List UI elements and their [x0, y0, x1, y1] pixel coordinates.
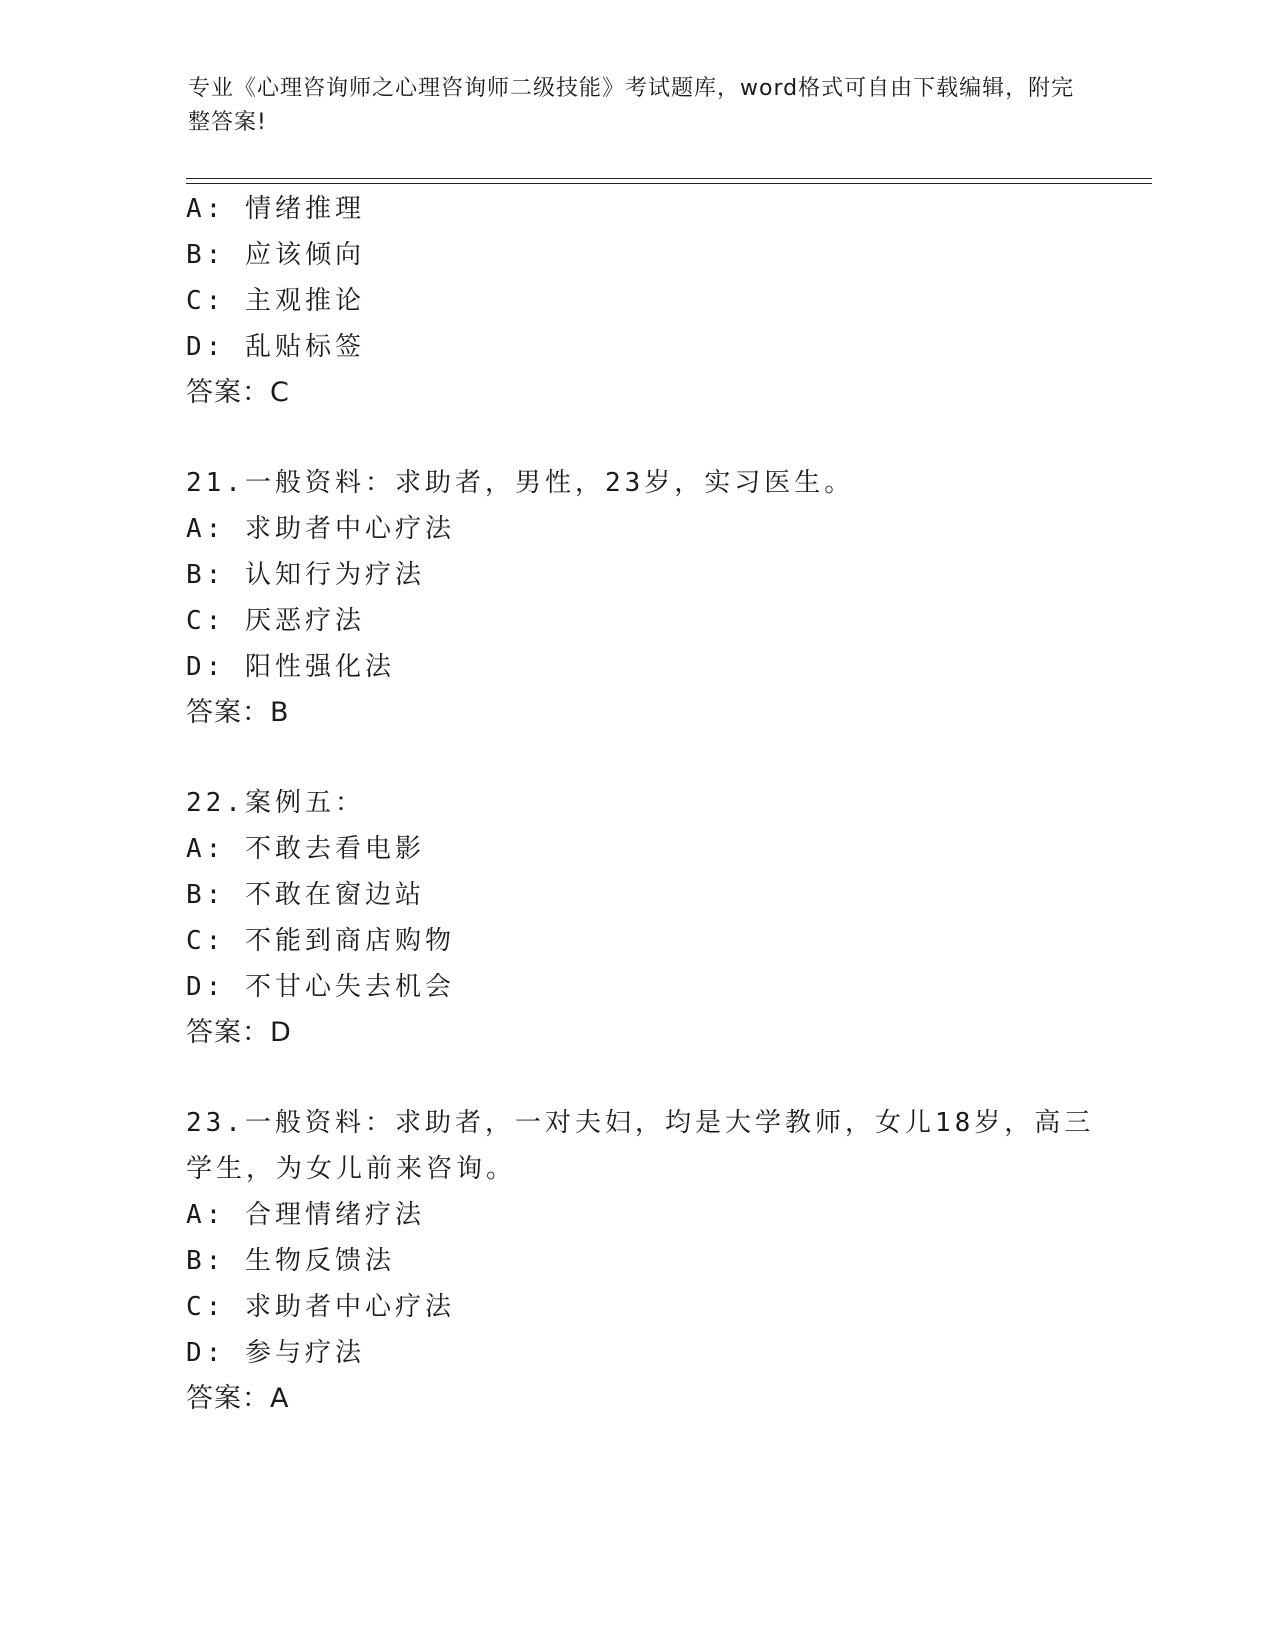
- option-b: B: 认知行为疗法: [186, 560, 425, 590]
- spacer: [186, 416, 1086, 460]
- option-c: C: 不能到商店购物: [186, 926, 455, 956]
- question-block: [186, 460, 1086, 736]
- option-d: D: 阳性强化法: [186, 652, 395, 682]
- option-a: A: 不敢去看电影: [186, 834, 425, 864]
- question-stem-line-2: 学生，为女儿前来咨询。: [186, 1154, 517, 1184]
- question-block: [186, 186, 1086, 416]
- spacer: [186, 736, 1086, 780]
- option-c: C: 厌恶疗法: [186, 606, 365, 636]
- header-divider-bottom: [186, 183, 1152, 184]
- question-list: [186, 186, 1095, 1422]
- answer-line: 答案：B: [186, 697, 290, 728]
- option-a: A: 情绪推理: [186, 194, 365, 224]
- question-stem: 22.案例五：: [186, 788, 365, 818]
- header-divider-top: [186, 178, 1152, 179]
- answer-line: 答案：D: [186, 1017, 292, 1048]
- option-d: D: 参与疗法: [186, 1338, 365, 1368]
- question-block: [186, 1100, 1095, 1422]
- question-stem-line-1: 23.一般资料：求助者，一对夫妇，均是大学教师，女儿18岁，高三: [186, 1108, 1095, 1138]
- option-b: B: 生物反馈法: [186, 1246, 395, 1276]
- answer-line: 答案：A: [186, 1383, 290, 1414]
- question-block: [186, 780, 1086, 1056]
- header-title: 专业《心理咨询师之心理咨询师二级技能》考试题库，word格式可自由下载编辑，附完整答案!: [188, 76, 1075, 135]
- option-c: C: 求助者中心疗法: [186, 1292, 455, 1322]
- document-header: [188, 72, 1088, 140]
- option-c: C: 主观推论: [186, 286, 365, 316]
- answer-line: 答案：C: [186, 377, 290, 408]
- option-a: A: 求助者中心疗法: [186, 514, 455, 544]
- option-d: D: 不甘心失去机会: [186, 972, 455, 1002]
- option-a: A: 合理情绪疗法: [186, 1200, 425, 1230]
- question-stem: 21.一般资料：求助者，男性，23岁，实习医生。: [186, 468, 855, 498]
- option-b: B: 应该倾向: [186, 240, 365, 270]
- option-d: D: 乱贴标签: [186, 332, 365, 362]
- option-b: B: 不敢在窗边站: [186, 880, 425, 910]
- spacer: [186, 1056, 1086, 1100]
